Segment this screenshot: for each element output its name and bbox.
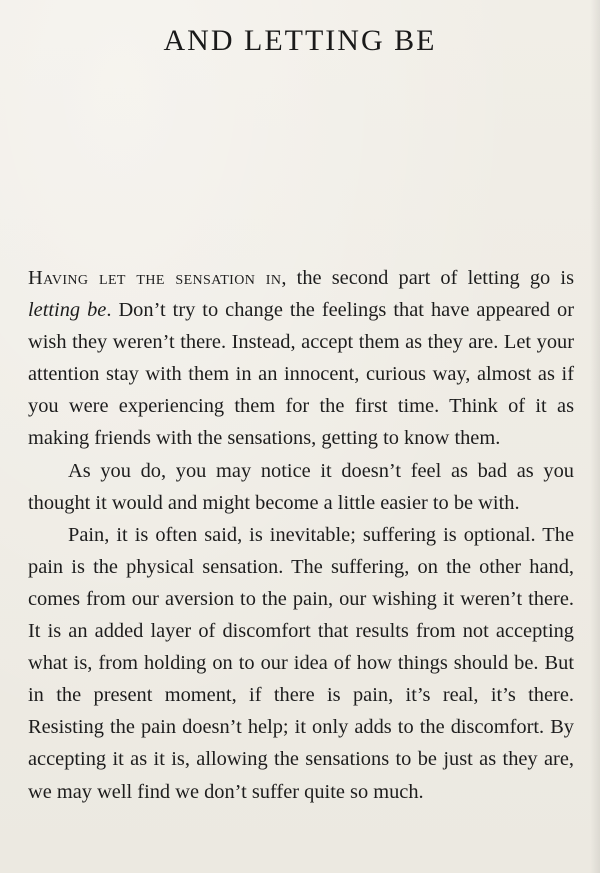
paragraph-lead-in: Having let the sensation in <box>28 267 282 289</box>
chapter-title: AND LETTING BE <box>163 24 437 57</box>
paragraph-2: As you do, you may notice it doesn’t feel as bad as you thought it would and might become a little easier to be with. <box>28 459 574 514</box>
emphasis-letting-be: letting be <box>28 299 107 322</box>
paragraph-3: Pain, it is often said, is inevitable; suffering is optional. The pain is the physical sensation. The suffering, on the other hand, comes from our aversion to the pain, our wishing it weren’t there. It is an added layer of discomfort that results from not accepting what is, from holding on to our idea of how things should be. But in the present moment, if there is pain, it’s real, it’s there. Resisting the pain doesn’t help; it only adds to the discomfort. By accepting it as it is, allowing the sensations to be just as they are, we may well find we don’t suffer quite so much. <box>28 523 574 803</box>
paragraph-1-text-a: , the second part of letting go is <box>281 267 575 289</box>
body-text <box>28 262 574 808</box>
paragraph-1 <box>28 262 574 455</box>
paragraph-1-text-b: . Don’t try to change the feelings that have appeared or wish they weren’t there. Instead, accept them as they are. Let your attention stay with them in an innocent, curious way, almost as if you were experiencing them for the first time. Think of it as making friends with the sensations, getting to know them. <box>28 299 574 450</box>
